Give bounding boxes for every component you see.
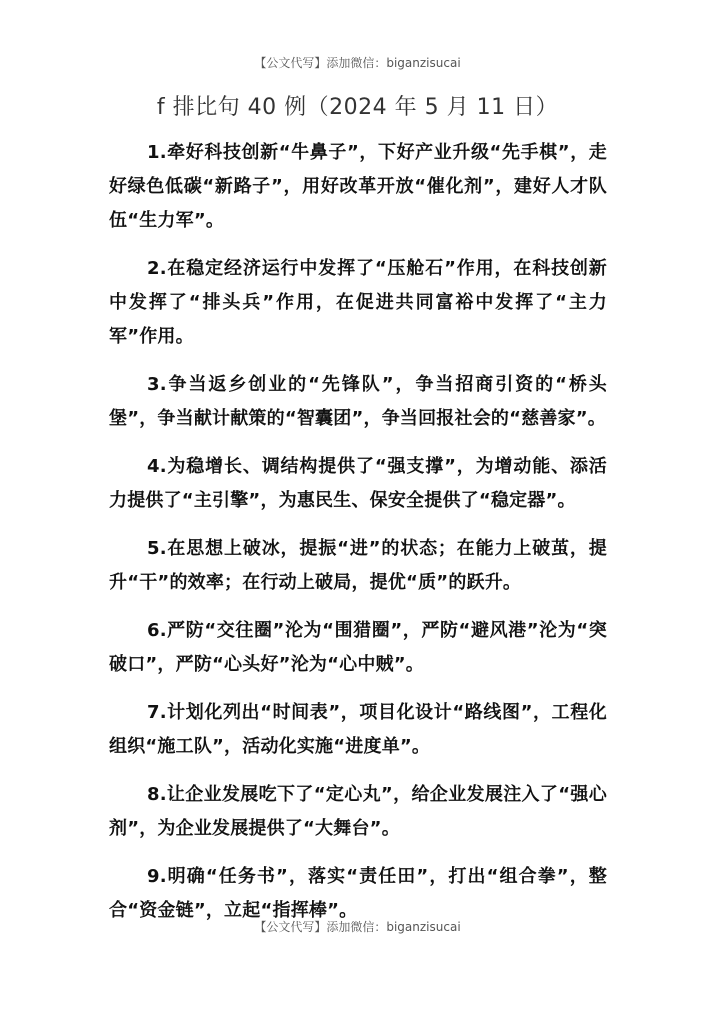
list-item-7: 7.计划化列出“时间表”，项目化设计“路线图”，工程化组织“施工队”，活动化实施“进度单”。: [109, 702, 607, 757]
list-item-2: 2.在稳定经济运行中发挥了“压舱石”作用，在科技创新中发挥了“排头兵”作用，在促进共同富裕中发挥了“主力军”作用。: [109, 258, 607, 347]
page-header-watermark: 【公文代写】添加微信：biganzisucai: [254, 56, 461, 70]
list-item-6: 6.严防“交往圈”沦为“围猎圈”，严防“避风港”沦为“突破口”，严防“心头好”沦为“心中贼”。: [109, 620, 607, 675]
list-item-3: 3.争当返乡创业的“先锋队”，争当招商引资的“桥头堡”，争当献计献策的“智囊团”，争当回报社会的“慈善家”。: [109, 374, 607, 429]
list-item-9: 9.明确“任务书”，落实“责任田”，打出“组合拳”，整合“资金链”，立起“指挥棒”。: [109, 866, 607, 921]
list-item-5: 5.在思想上破冰，提振“进”的状态；在能力上破茧，提升“干”的效率；在行动上破局，提优“质”的跃升。: [109, 538, 607, 593]
list-item-8: 8.让企业发展吃下了“定心丸”，给企业发展注入了“强心剂”，为企业发展提供了“大舞台”。: [109, 784, 607, 839]
document-title: f 排比句 40 例（2024 年 5 月 11 日）: [156, 95, 559, 120]
document-body: [109, 136, 607, 942]
list-item-4: 4.为稳增长、调结构提供了“强支撑”，为增动能、添活力提供了“主引擎”，为惠民生、保安全提供了“稳定器”。: [109, 456, 607, 511]
list-item-1: 1.牵好科技创新“牛鼻子”，下好产业升级“先手棋”，走好绿色低碳“新路子”，用好改革开放“催化剂”，建好人才队伍“生力军”。: [109, 142, 607, 231]
page-footer-watermark: 【公文代写】添加微信：biganzisucai: [254, 920, 461, 934]
